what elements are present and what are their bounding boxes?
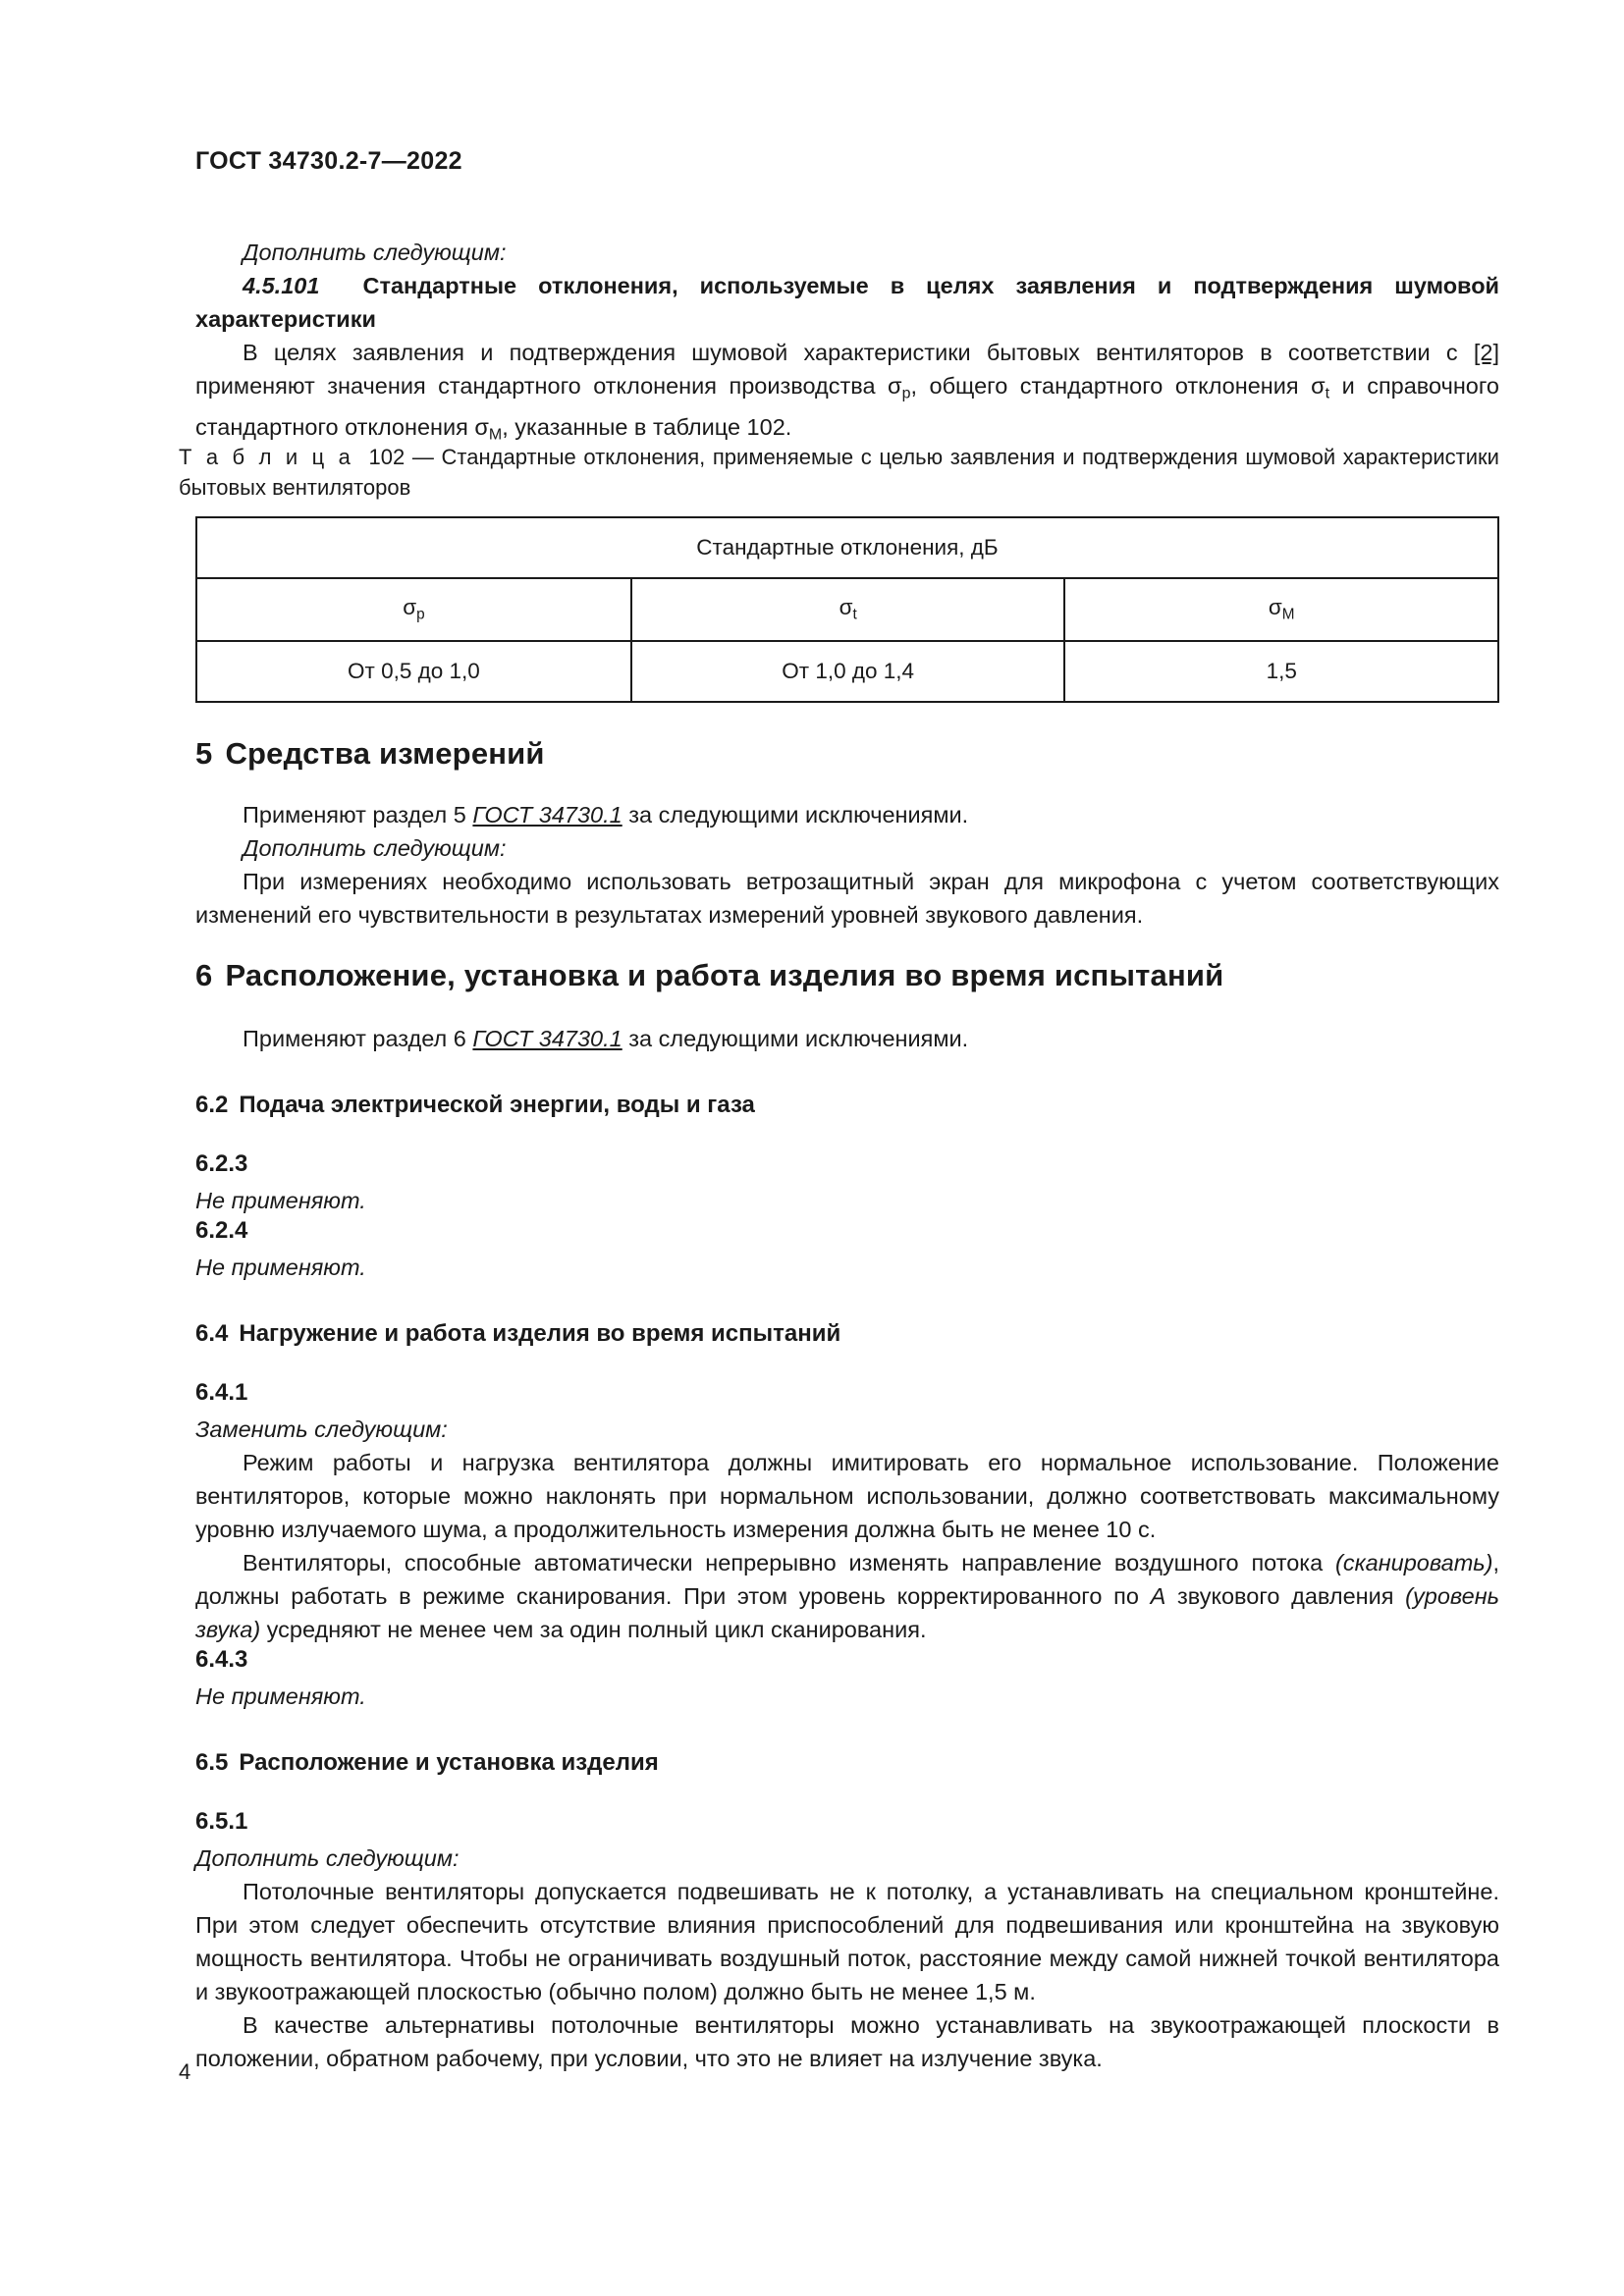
item-6-5-1-note [195,1842,1499,1875]
sigma-m-subscript: M [488,426,503,444]
para2-italic-a: А [1150,1583,1166,1609]
page-number: 4 [179,2059,191,2084]
item-note-text: Не применяют. [195,1683,366,1709]
section-5-number: 5 [195,736,213,771]
sigma-p-sub: p [416,606,425,623]
section-6-number: 6 [195,958,213,992]
sigma-symbol: σ [403,595,417,620]
table-cell-sigma-p-value: От 0,5 до 1,0 [196,641,631,702]
clause-4-5-101-paragraph [195,336,1499,453]
paragraph-part-2: применяют значения стандартного отклонения производства σ [195,373,902,399]
table-caption-dash: — [411,445,434,469]
apply-prefix: Применяют раздел 5 [243,802,473,828]
gost-34730-1-reference-link[interactable]: ГОСТ 34730.1 [472,802,623,828]
amend-note-text: Дополнить следующим: [243,835,507,861]
paragraph-part-1: В целях заявления и подтверждения шумовой характеристики бытовых вентиляторов в соответствии с [243,340,1474,365]
sigma-t-subscript: t [1325,385,1330,402]
subsection-6-4-number: 6.4 [195,1320,229,1347]
sigma-m-sub: M [1281,606,1295,623]
para2-part-1: Вентиляторы, способные автоматически непрерывно изменять направление воздушного потока [243,1550,1335,1575]
section-heading-6 [195,958,1499,993]
item-note-text: Не применяют. [195,1255,366,1280]
sigma-t-sub: t [852,606,857,623]
table-col-header-sigma-p [196,578,631,641]
subsection-heading-6-4 [195,1320,1499,1348]
clause-title-text: Стандартные отклонения, используемые в целях заявления и подтверждения шумовой характеристики [195,273,1499,332]
section-heading-5 [195,736,1499,772]
subsection-6-2-number: 6.2 [195,1092,229,1118]
para2-part-4: усредняют не менее чем за один полный цикл сканирования. [260,1617,927,1642]
apply-suffix: за следующими исключениями. [622,802,969,828]
item-6-2-4-number: 6.2.4 [195,1217,248,1244]
clause-4-5-101-title [195,269,1499,336]
section-6-title: Расположение, установка и работа изделия во время испытаний [225,958,1224,992]
subsection-6-5-title: Расположение и установка изделия [239,1749,659,1776]
table-102 [195,516,1499,703]
section-5-paragraph: При измерениях необходимо использовать ветрозащитный экран для микрофона с учетом соответствующих изменений его чувствительности в результатах измерений уровней звукового давления. [195,869,1499,928]
item-6-4-1-paragraph-1: Режим работы и нагрузка вентилятора должны имитировать его нормальное использование. Положение вентиляторов, которые можно наклонять при нормальном использовании, должно соответствовать максимальному уровню излучаемого шума, а продолжительность измерения должна быть не менее 10 с. [195,1450,1499,1542]
item-6-4-1-number: 6.4.1 [195,1379,248,1406]
section-6-apply-line [195,1022,1499,1055]
item-6-2-3-note [195,1184,1499,1217]
table-header-span-cell: Стандартные отклонения, дБ [196,517,1498,578]
paragraph-part-4: и справочного стандартного отклонения σ [195,373,1500,441]
item-note-text: Дополнить следующим: [195,1845,460,1871]
paragraph-part-5: , указанные в таблице 102. [502,414,792,441]
apply-suffix: за следующими исключениями. [622,1026,969,1051]
item-note-text: Не применяют. [195,1188,366,1213]
item-6-5-1-paragraph-2: В качестве альтернативы потолочные вентиляторы можно устанавливать на звукоотражающей плоскости в положении, обратном рабочему, при условии, что это не влияет на излучение звука. [195,2012,1499,2071]
subsection-6-2-title: Подача электрической энергии, воды и газа [239,1092,755,1118]
item-6-4-1-paragraph-2 [195,1546,1499,1646]
para2-italic-sound-level: (уровень звука) [195,1583,1499,1642]
gost-34730-1-reference-link[interactable]: ГОСТ 34730.1 [472,1026,623,1051]
clause-number: 4.5.101 [243,273,320,298]
para2-part-3: звукового давления [1165,1583,1406,1609]
section-5-amend-note [195,831,1499,865]
item-6-4-3-number: 6.4.3 [195,1646,248,1673]
sigma-symbol: σ [1268,595,1282,620]
table-caption-text: Стандартные отклонения, применяемые с целью заявления и подтверждения шумовой характеристики бытовых вентиляторов [179,445,1499,500]
table-cell-sigma-m-value: 1,5 [1064,641,1498,702]
subsection-6-4-title: Нагружение и работа изделия во время испытаний [239,1320,841,1347]
amend-note-text: Дополнить следующим: [243,240,507,265]
item-6-2-4-note [195,1251,1499,1284]
page-header: ГОСТ 34730.2-7—2022 [195,147,462,175]
item-note-text: Заменить следующим: [195,1416,448,1442]
table-caption-label: Т а б л и ц а [179,445,354,469]
amend-note-4-5-101 [195,236,1499,269]
subsection-6-5-number: 6.5 [195,1749,229,1776]
paragraph-part-3: , общего стандартного отклонения σ [910,373,1326,399]
item-6-4-3-note [195,1680,1499,1713]
table-cell-sigma-t-value: От 1,0 до 1,4 [631,641,1065,702]
subsection-heading-6-5 [195,1749,1499,1777]
subsection-heading-6-2 [195,1092,1499,1119]
section-5-apply-line [195,798,1499,831]
table-102-caption [179,442,1499,503]
table-row [196,641,1498,702]
para2-part-2: , должны работать в режиме сканирования. При этом уровень корректированного по [195,1550,1499,1609]
item-6-5-1-number: 6.5.1 [195,1808,248,1835]
table-caption-number: 102 [368,445,406,469]
table-col-header-sigma-m [1064,578,1498,641]
item-6-4-1-note [195,1413,1499,1446]
apply-prefix: Применяют раздел 6 [243,1026,473,1051]
item-6-2-3-number: 6.2.3 [195,1150,248,1177]
item-6-5-1-paragraph-1: Потолочные вентиляторы допускается подвешивать не к потолку, а устанавливать на специальном кронштейне. При этом следует обеспечить отсутствие влияния приспособлений для подвешивания или кронштейна на звуковую мощность вентилятора. Чтобы не ограничивать воздушный поток, расстояние между самой нижней точкой вентилятора и звукоотражающей плоскостью (обычно полом) должно быть не менее 1,5 м. [195,1879,1499,2004]
section-5-title: Средства измерений [225,736,545,771]
table-col-header-sigma-t [631,578,1065,641]
table-column-header-row [196,578,1498,641]
sigma-p-subscript: p [901,385,911,402]
bibliography-reference-link[interactable]: [2] [1473,340,1499,365]
para2-italic-scan: (сканировать) [1335,1550,1493,1575]
sigma-symbol: σ [839,595,853,620]
table-header-span-row [196,517,1498,578]
